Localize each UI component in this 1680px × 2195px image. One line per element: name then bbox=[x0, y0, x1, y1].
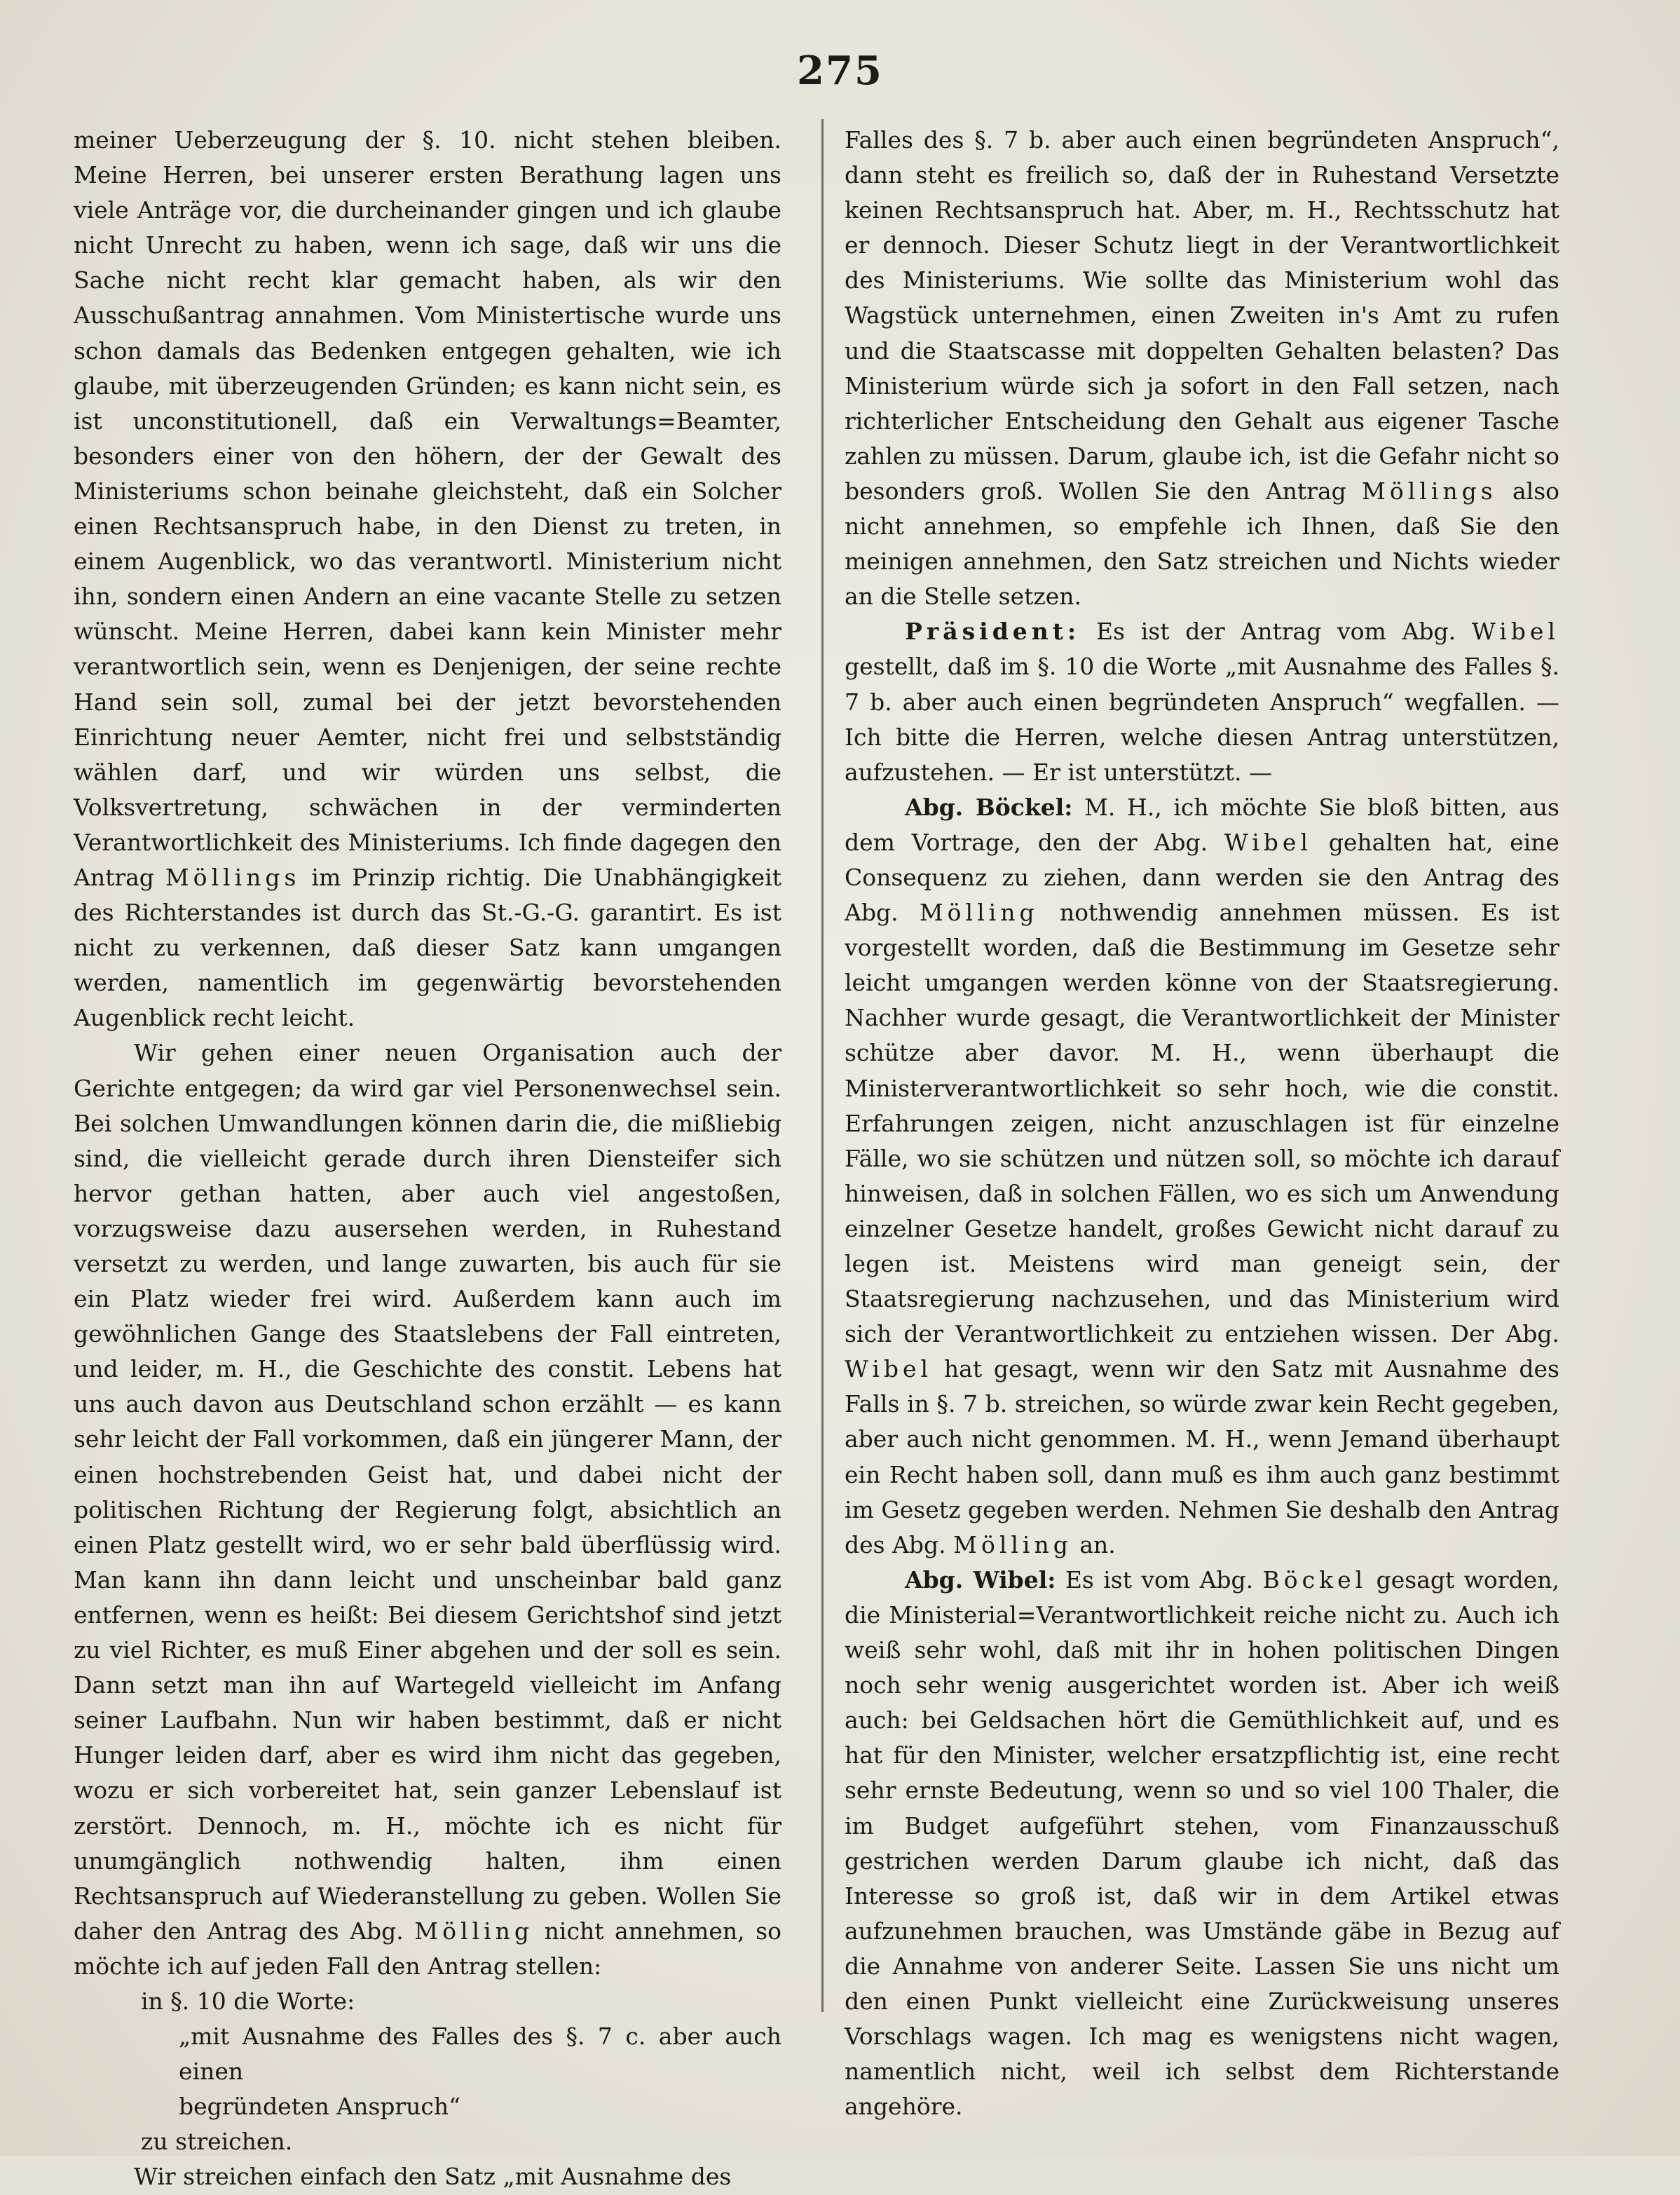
boeckel-text-a: M. H., ich möchte Sie bloß bitten, aus dem Vortrage, den der Abg. bbox=[845, 793, 1559, 856]
name-wibel-2: Wibel bbox=[1224, 828, 1312, 856]
right-paragraph-president bbox=[845, 614, 1559, 789]
left-paragraph-1-rest: im Prinzip richtig. Die Unabhängigkeit des Richterstandes ist durch das St.-G.-G. garantirt. Es ist nicht zu verkennen, daß dieser Satz kann umgangen werden, namentlich im gegenwärtig bevorstehenden Augenblick recht leicht. bbox=[74, 863, 781, 1032]
speaker-wibel: Abg. Wibel: bbox=[905, 1565, 1056, 1593]
wibel-text-a: Es ist vom Abg. bbox=[1065, 1565, 1254, 1593]
right-paragraph-1-rest: also nicht annehmen, so empfehle ich Ihnen, daß Sie den meinigen annehmen, den Satz streichen und Nichts wieder an die Stelle setzen. bbox=[845, 477, 1560, 611]
name-moelling-3: Mölling bbox=[953, 1530, 1072, 1558]
name-moellings: Möllings bbox=[165, 863, 301, 891]
left-paragraph-6: zu streichen. bbox=[141, 2128, 293, 2156]
speaker-boeckel: Abg. Böckel: bbox=[905, 793, 1073, 821]
boeckel-text-b: gehalten hat, eine Consequenz zu ziehen, dann werden sie den Antrag des Abg. bbox=[845, 828, 1559, 927]
quoted-motion-line-2: begründeten Anspruch“ bbox=[179, 2093, 461, 2121]
left-column bbox=[74, 123, 781, 2195]
column-divider bbox=[821, 119, 824, 2012]
right-paragraph-boeckel bbox=[845, 790, 1559, 1563]
president-text-a: Es ist der Antrag vom Abg. bbox=[1095, 618, 1456, 646]
page-number: 275 bbox=[797, 48, 883, 94]
boeckel-text-e: an. bbox=[1079, 1530, 1116, 1558]
president-text-b: gestellt, daß im §. 10 die Worte „mit Ausnahme des Falles §. 7 b. aber auch einen begründeten Anspruch“ wegfallen. — Ich bitte die Herren, welche diesen Antrag unterstützen, aufzustehen. — Er ist unterstützt. — bbox=[845, 653, 1559, 786]
name-wibel-3: Wibel bbox=[845, 1355, 933, 1383]
name-moellings-right: Möllings bbox=[1362, 477, 1497, 505]
left-paragraph-3: in §. 10 die Worte: bbox=[141, 1987, 355, 2015]
name-wibel-1: Wibel bbox=[1471, 618, 1559, 646]
right-column bbox=[845, 123, 1559, 2124]
wibel-text-b: gesagt worden, die Ministerial=Verantwortlichkeit reiche nicht zu. Auch ich weiß sehr wohl, daß mit ihr in hohen politischen Dingen noch sehr wenig ausgerichtet worden ist. Aber ich weiß auch: bei Geldsachen hört die Gemüthlichkeit auf, und es hat für den Minister, welcher ersatzpflichtig ist, eine recht sehr ernste Bedeutung, wenn so und so viel 100 Thaler, die im Budget aufgeführt stehen, vom Finanzausschuß gestrichen werden Darum glaube ich nicht, daß das Interesse so groß ist, daß wir in dem Artikel etwas aufzunehmen brauchen, was Umstände gäbe in Bezug auf die Annahme von anderer Seite. Lassen Sie uns nicht um den einen Punkt vielleicht eine Zurückweisung unseres Vorschlags wagen. Ich mag es wenigstens nicht wagen, namentlich nicht, weil ich selbst dem Richterstande angehöre. bbox=[845, 1565, 1559, 2121]
left-paragraph-2-text: Wir gehen einer neuen Organisation auch der Gerichte entgegen; da wird gar viel Personenwechsel sein. Bei solchen Umwandlungen können darin die, die mißliebig sind, die vielleicht gerade durch ihren Diensteifer sich hervor gethan hatten, aber auch viel angestoßen, vorzugsweise dazu ausersehen werden, in Ruhestand versetzt zu werden, und lange zuwarten, bis auch für sie ein Platz wieder frei wird. Außerdem kann auch im gewöhnlichen Gange des Staatslebens der Fall eintreten, und leider, m. H., die Geschichte des constit. Lebens hat uns auch davon aus Deutschland schon erzählt — es kann sehr leicht der Fall vorkommen, daß ein jüngerer Mann, der einen hochstrebenden Geist hat, und dabei nicht der politischen Richtung der Regierung folgt, absichtlich an einen Platz gestellt wird, wo er sehr bald überflüssig wird. Man kann ihn dann leicht und unscheinbar bald ganz entfernen, wenn es heißt: Bei diesem Gerichtshof sind jetzt zu viel Richter, es muß Einer abgehen und der soll es sein. Dann setzt man ihn auf Wartegeld vielleicht im Anfang seiner Laufbahn. Nun wir haben bestimmt, daß er nicht Hunger leiden darf, aber es wird ihm nicht das gegeben, wozu er sich vorbereitet hat, sein ganzer Lebenslauf ist zerstört. Dennoch, m. H., möchte ich es nicht für unumgänglich nothwendig halten, ihm einen Rechtsanspruch auf Wiederanstellung zu geben. Wollen Sie daher den Antrag des Abg. bbox=[74, 1039, 781, 1945]
left-paragraph-7: Wir streichen einfach den Satz „mit Ausnahme des bbox=[134, 2163, 732, 2191]
left-paragraph-1 bbox=[74, 123, 781, 1035]
name-boeckel: Böckel bbox=[1262, 1565, 1367, 1593]
name-moelling: Mölling bbox=[414, 1917, 534, 1945]
left-paragraph-2 bbox=[74, 1035, 781, 1984]
name-moelling-2: Mölling bbox=[919, 899, 1039, 927]
right-paragraph-1 bbox=[845, 123, 1559, 614]
right-paragraph-1-text: Falles des §. 7 b. aber auch einen begründeten Anspruch“, dann steht es freilich so, daß der in Ruhestand Versetzte keinen Rechtsanspruch hat. Aber, m. H., Rechtsschutz hat er dennoch. Dieser Schutz liegt in der Verantwortlichkeit des Ministeriums. Wie sollte das Ministerium wohl das Wagstück unternehmen, einen Zweiten in's Amt zu rufen und die Staatscasse mit doppelten Gehalten belasten? Das Ministerium würde sich ja sofort in den Fall setzen, nach richterlicher Entscheidung den Gehalt aus eigener Tasche zahlen zu müssen. Darum, glaube ich, ist die Gefahr nicht so besonders groß. Wollen Sie den Antrag bbox=[845, 126, 1559, 505]
left-paragraph-1-text: meiner Ueberzeugung der §. 10. nicht stehen bleiben. Meine Herren, bei unserer ersten Berathung lagen uns viele Anträge vor, die durcheinander gingen und ich glaube nicht Unrecht zu haben, wenn ich sage, daß wir uns die Sache nicht recht klar gemacht haben, als wir den Ausschußantrag annahmen. Vom Ministertische wurde uns schon damals das Bedenken entgegen gehalten, wie ich glaube, mit überzeugenden Gründen; es kann nicht sein, es ist unconstitutionell, daß ein Verwaltungs=Beamter, besonders einer von den höhern, der der Gewalt des Ministeriums schon beinahe gleichsteht, daß ein Solcher einen Rechtsanspruch habe, in den Dienst zu treten, in einem Augenblick, wo das verantwortl. Ministerium nicht ihn, sondern einen Andern an eine vacante Stelle zu setzen wünscht. Meine Herren, dabei kann kein Minister mehr verantwortlich sein, wenn es Denjenigen, der seine rechte Hand sein soll, zumal bei der jetzt bevorstehenden Einrichtung neuer Aemter, nicht frei und selbstständig wählen darf, und wir würden uns selbst, die Volksvertretung, schwächen in der verminderten Verantwortlichkeit des Ministeriums. Ich finde dagegen den Antrag bbox=[74, 126, 781, 891]
boeckel-text-c: nothwendig annehmen müssen. Es ist vorgestellt worden, daß die Bestimmung im Gesetze sehr leicht umgangen werden könne von der Staatsregierung. Nachher wurde gesagt, die Verantwortlichkeit der Minister schütze aber davor. M. H., wenn überhaupt die Ministerverantwortlichkeit so sehr hoch, wie die constit. Erfahrungen zeigen, nicht anzuschlagen ist für einzelne Fälle, wo sie schützen und nützen soll, so möchte ich darauf hinweisen, daß in solchen Fällen, wo es sich um Anwendung einzelner Gesetze handelt, großes Gewicht nicht darauf zu legen ist. Meistens wird man geneigt sein, der Staatsregierung nachzusehen, und das Ministerium wird sich der Verantwortlichkeit zu entziehen wissen. Der Abg. bbox=[845, 899, 1559, 1348]
boeckel-text-d: hat gesagt, wenn wir den Satz mit Ausnahme des Falls in §. 7 b. streichen, so würde zwar kein Recht gegeben, aber auch nicht genommen. M. H., wenn Jemand überhaupt ein Recht haben soll, dann muß es ihm auch ganz bestimmt im Gesetz gegeben werden. Nehmen Sie deshalb den Antrag des Abg. bbox=[845, 1355, 1559, 1558]
quoted-motion-line-1: „mit Ausnahme des Falles des §. 7 c. aber auch einen bbox=[179, 2023, 781, 2086]
speaker-president: Präsident: bbox=[905, 618, 1081, 646]
left-paragraph-2-rest: nicht annehmen, so möchte ich auf jeden Fall den Antrag stellen: bbox=[74, 1917, 781, 1980]
right-paragraph-wibel bbox=[845, 1563, 1559, 2125]
